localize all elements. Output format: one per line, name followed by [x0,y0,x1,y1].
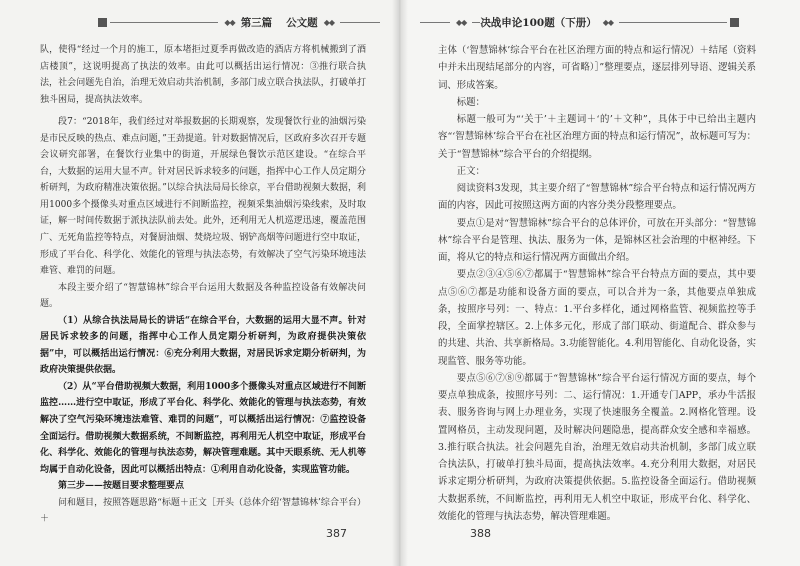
section-title: 公文题 [286,16,318,29]
label-body: 正文： [456,165,485,177]
paragraph: 本段主要介绍了“智慧锦林”综合平台运用大数据及各种监控设备有效解决问题。 [40,282,366,310]
book-title: 决战申论100题（下册） [480,16,597,29]
paragraph: 要点⑤⑥⑦⑧⑨都属于“智慧锦林”综合平台运行情况方面的要点，每个要点单独成条，按照序号列：二、运行情况：1.开通专门APP，承办牛活报表、服务咨询与网上办理业务，实现了快速服务全覆盖。2.网格化管理。设置网格员，主动发现问题，及时解决问题隐患，提高群众安全感和幸福感。3.推行联合执法。社会问题先自治，治理无效启动共治机制，多部门成立联合执法队，打破单打独斗局面，提高执法效率。4.充分利用大数据，对居民诉求定期分析研判，为政府决策提供依据。5.监控设备全面运行。借助视频大数据系统，不间断监控，再利用无人机空中取证，形成平台化、科学化、效能化的管理与执法态势，解决管理难题。 [438,372,756,522]
page-number: 387 [326,527,347,540]
book-gutter [392,0,408,566]
section-label: 第三篇 [240,16,273,29]
label-title: 标题： [456,96,485,108]
header-rule [110,22,218,23]
right-page-header [420,12,760,32]
header-rule [420,22,450,23]
left-page-header [40,12,380,32]
step-heading: 第三步——按题目要求整理要点 [58,481,185,492]
paragraph: 段7：“2018年，我们经过对举报数据的长期观察，发现餐饮行业的油烟污染是市民反映的热点、难点问题，”王劲提道。针对数据情况后，区政府多次召开专题会议研究部署，在餐饮行业集中的街道，开展绿色餐饮示范区建设。“在综合平台，大数据的运用大显不声。针对居民诉求较多的问题，指挥中心工作人员定期分析研判，为政府精准决策依据。”以综合执法局局长徐京，平台借助视频大数据，利用1000多个摄像头对重点区域进行不间断监控，视频采集油烟污染线索，及时取证，解一时间传数据于派执法队前去处。此外，还利用无人机巡逻迅速，覆盖范围广、无死角监控等特点，对餐厨油烟、焚烧垃圾、钢铲高烟等问题进行空中取证，形成了平台化、科学化、效能化的管理与执法态势，有效解决了空气污染环境违法难管、难罚的问题。 [40,117,366,277]
paragraph: 阅读资料3发现，其主要介绍了“智慧锦林”综合平台特点和运行情况两方面的内容，因此可按照这两方面的内容分类分段整理要点。 [438,183,756,212]
header-rule [472,22,480,23]
header-square-icon [730,18,739,27]
header-ornament-icon: ◆◆ [224,17,235,27]
header-square-icon [98,18,107,27]
left-page-body [40,42,366,528]
right-page [400,0,800,566]
paragraph: 要点①是对“智慧锦林”综合平台的总体评价，可放在开头部分：“智慧锦林”综合平台是管理、执法、服务为一体，是锦林区社会治理的中枢神经。下面，将从它的特点和运行情况两方面做出介绍。 [438,217,756,263]
paragraph: 要点②③④⑤⑥⑦都属于“智慧锦林”综合平台特点方面的要点，其中要点⑤⑥⑦都是功能和设备方面的要点，可以合并为一条，其他要点单独成条，按照序号列：一、特点：1.平台多样化，通过网格监管、视频监控等手段，全面掌控辖区。2.上体多元化，形成了部门联动、街道配合、群众参与的共建、共治、共享新格局。3.功能智能化。4.利用智能化、自动化设备，实现监管、服务等功能。 [438,269,756,367]
header-rule [619,22,727,23]
paragraph: （2）从“平台借助视频大数据，利用1000多个摄像头对重点区域进行不间断监控……进行空中取证，形成了平台化、科学化、效能化的管理与执法态势，有效解决了空气污染环境违法难管、难罚的问题”，可以概括出运行情况：⑦监控设备全面运行。借助视频大数据系统，不间断监控，再利用无人机空中取证，形成平台化、科学化、效能化的管理与执法态势，解决管理难题。其中天眼系统、无人机等均属于自动化设备，因此可以概括出特点：①利用自动化设备，实现监管功能。 [40,381,366,475]
header-ornament-icon: ◆◆ [456,17,467,27]
header-rule [340,22,380,23]
right-page-body [438,42,756,525]
header-ornament-icon: ◆◆ [602,17,614,27]
header-ornament-icon: ◆◆ [323,17,334,27]
paragraph: 队，使得“经过一个月的施工，原本堵拒过夏季再做改造的酒店方将机械搬到了酒店楼顶”，这说明提高了执法的效率。由此可以概括出运行情况：③推行联合执法，社会问题先自治，治理无效启动共治机制，多部门成立联合执法队，打破单打独斗困局，提高执法效率。 [40,45,366,105]
page-number: 388 [470,527,491,540]
paragraph: 标题一般可为“‘关于’＋主题词＋‘的’＋文种”，具体于中已给出主题内容“‘智慧锦林’综合平台在社区治理方面的特点和运行情况”，故标题可写为：关于“智慧锦林”综合平台的介绍提纲。 [438,114,756,160]
paragraph: 问和题目，按照答题思路“标题＋正文［开头（总体介绍‘智慧锦林’综合平台）＋ [40,497,366,525]
paragraph: （1）从综合执法局局长的讲话“在综合平台，大数据的运用大显不声。针对居民诉求较多的问题，指挥中心工作人员定期分析研判，为政府提供决策依据”中，可以概括出运行情况：⑥充分利用大数据，对居民诉求定期分析研判，为政府决策提供依据。 [40,315,366,376]
paragraph: 主体（‘智慧锦林’综合平台在社区治理方面的特点和运行情况）＋结尾（资料中并未出现结尾部分的内容，可省略）］”整理要点，逐层排列导语、逻辑关系词、形成答案。 [438,45,756,91]
